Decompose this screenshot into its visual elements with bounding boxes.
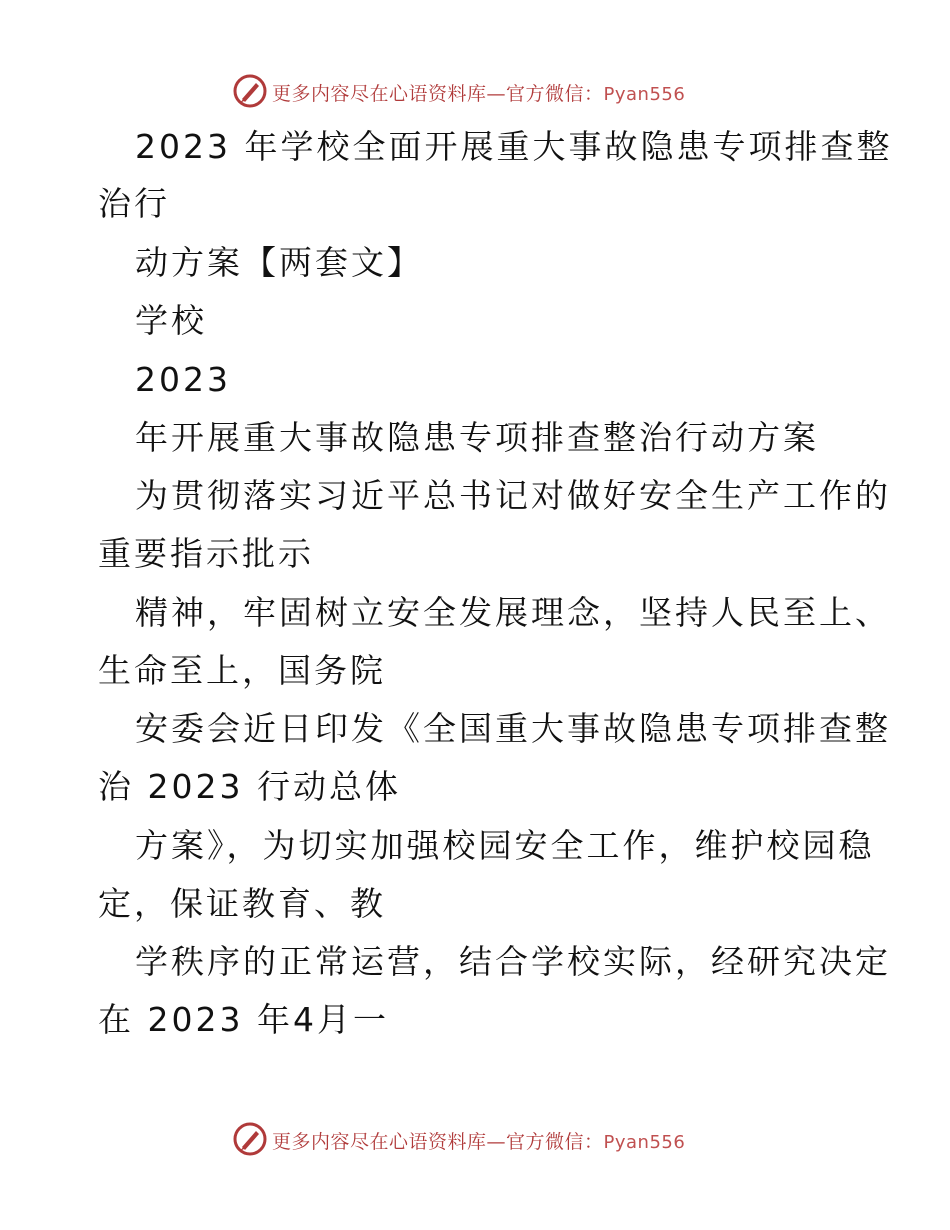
- doc-line: 学秩序的正常运营，结合学校实际，经研究决定: [135, 942, 891, 981]
- doc-line: 治行: [98, 184, 170, 223]
- doc-line: 重要指示批示: [98, 534, 314, 573]
- doc-line: 方案》，为切实加强校园安全工作，维护校园稳: [135, 826, 875, 865]
- pen-logo-icon: [232, 73, 268, 109]
- doc-line: 为贯彻落实习近平总书记对做好安全生产工作的: [135, 476, 891, 515]
- doc-line: 精神，牢固树立安全发展理念，坚持人民至上、: [135, 593, 891, 632]
- doc-line: 定，保证教育、教: [98, 884, 386, 923]
- doc-line: 年开展重大事故隐患专项排查整治行动方案: [135, 418, 819, 457]
- footer-banner-text: 更多内容尽在心语资料库—官方微信：: [272, 1131, 604, 1153]
- doc-line: 动方案【两套文】: [135, 243, 423, 282]
- footer-banner[interactable]: [0, 1119, 950, 1159]
- doc-line: 2023: [135, 360, 231, 399]
- doc-line: 2023 年学校全面开展重大事故隐患专项排查整: [135, 127, 893, 166]
- header-wechat-id: Pyan556: [603, 84, 686, 105]
- header-banner[interactable]: [0, 71, 950, 111]
- header-banner-text: 更多内容尽在心语资料库—官方微信：: [272, 83, 604, 105]
- doc-line: 在 2023 年4月一: [98, 1000, 389, 1039]
- footer-wechat-id: Pyan556: [603, 1132, 686, 1153]
- doc-line: 治 2023 行动总体: [98, 767, 401, 806]
- pen-logo-icon: [232, 1121, 268, 1157]
- doc-line: 安委会近日印发《全国重大事故隐患专项排查整: [135, 709, 891, 748]
- doc-line: 学校: [135, 301, 207, 340]
- doc-line: 生命至上，国务院: [98, 651, 386, 690]
